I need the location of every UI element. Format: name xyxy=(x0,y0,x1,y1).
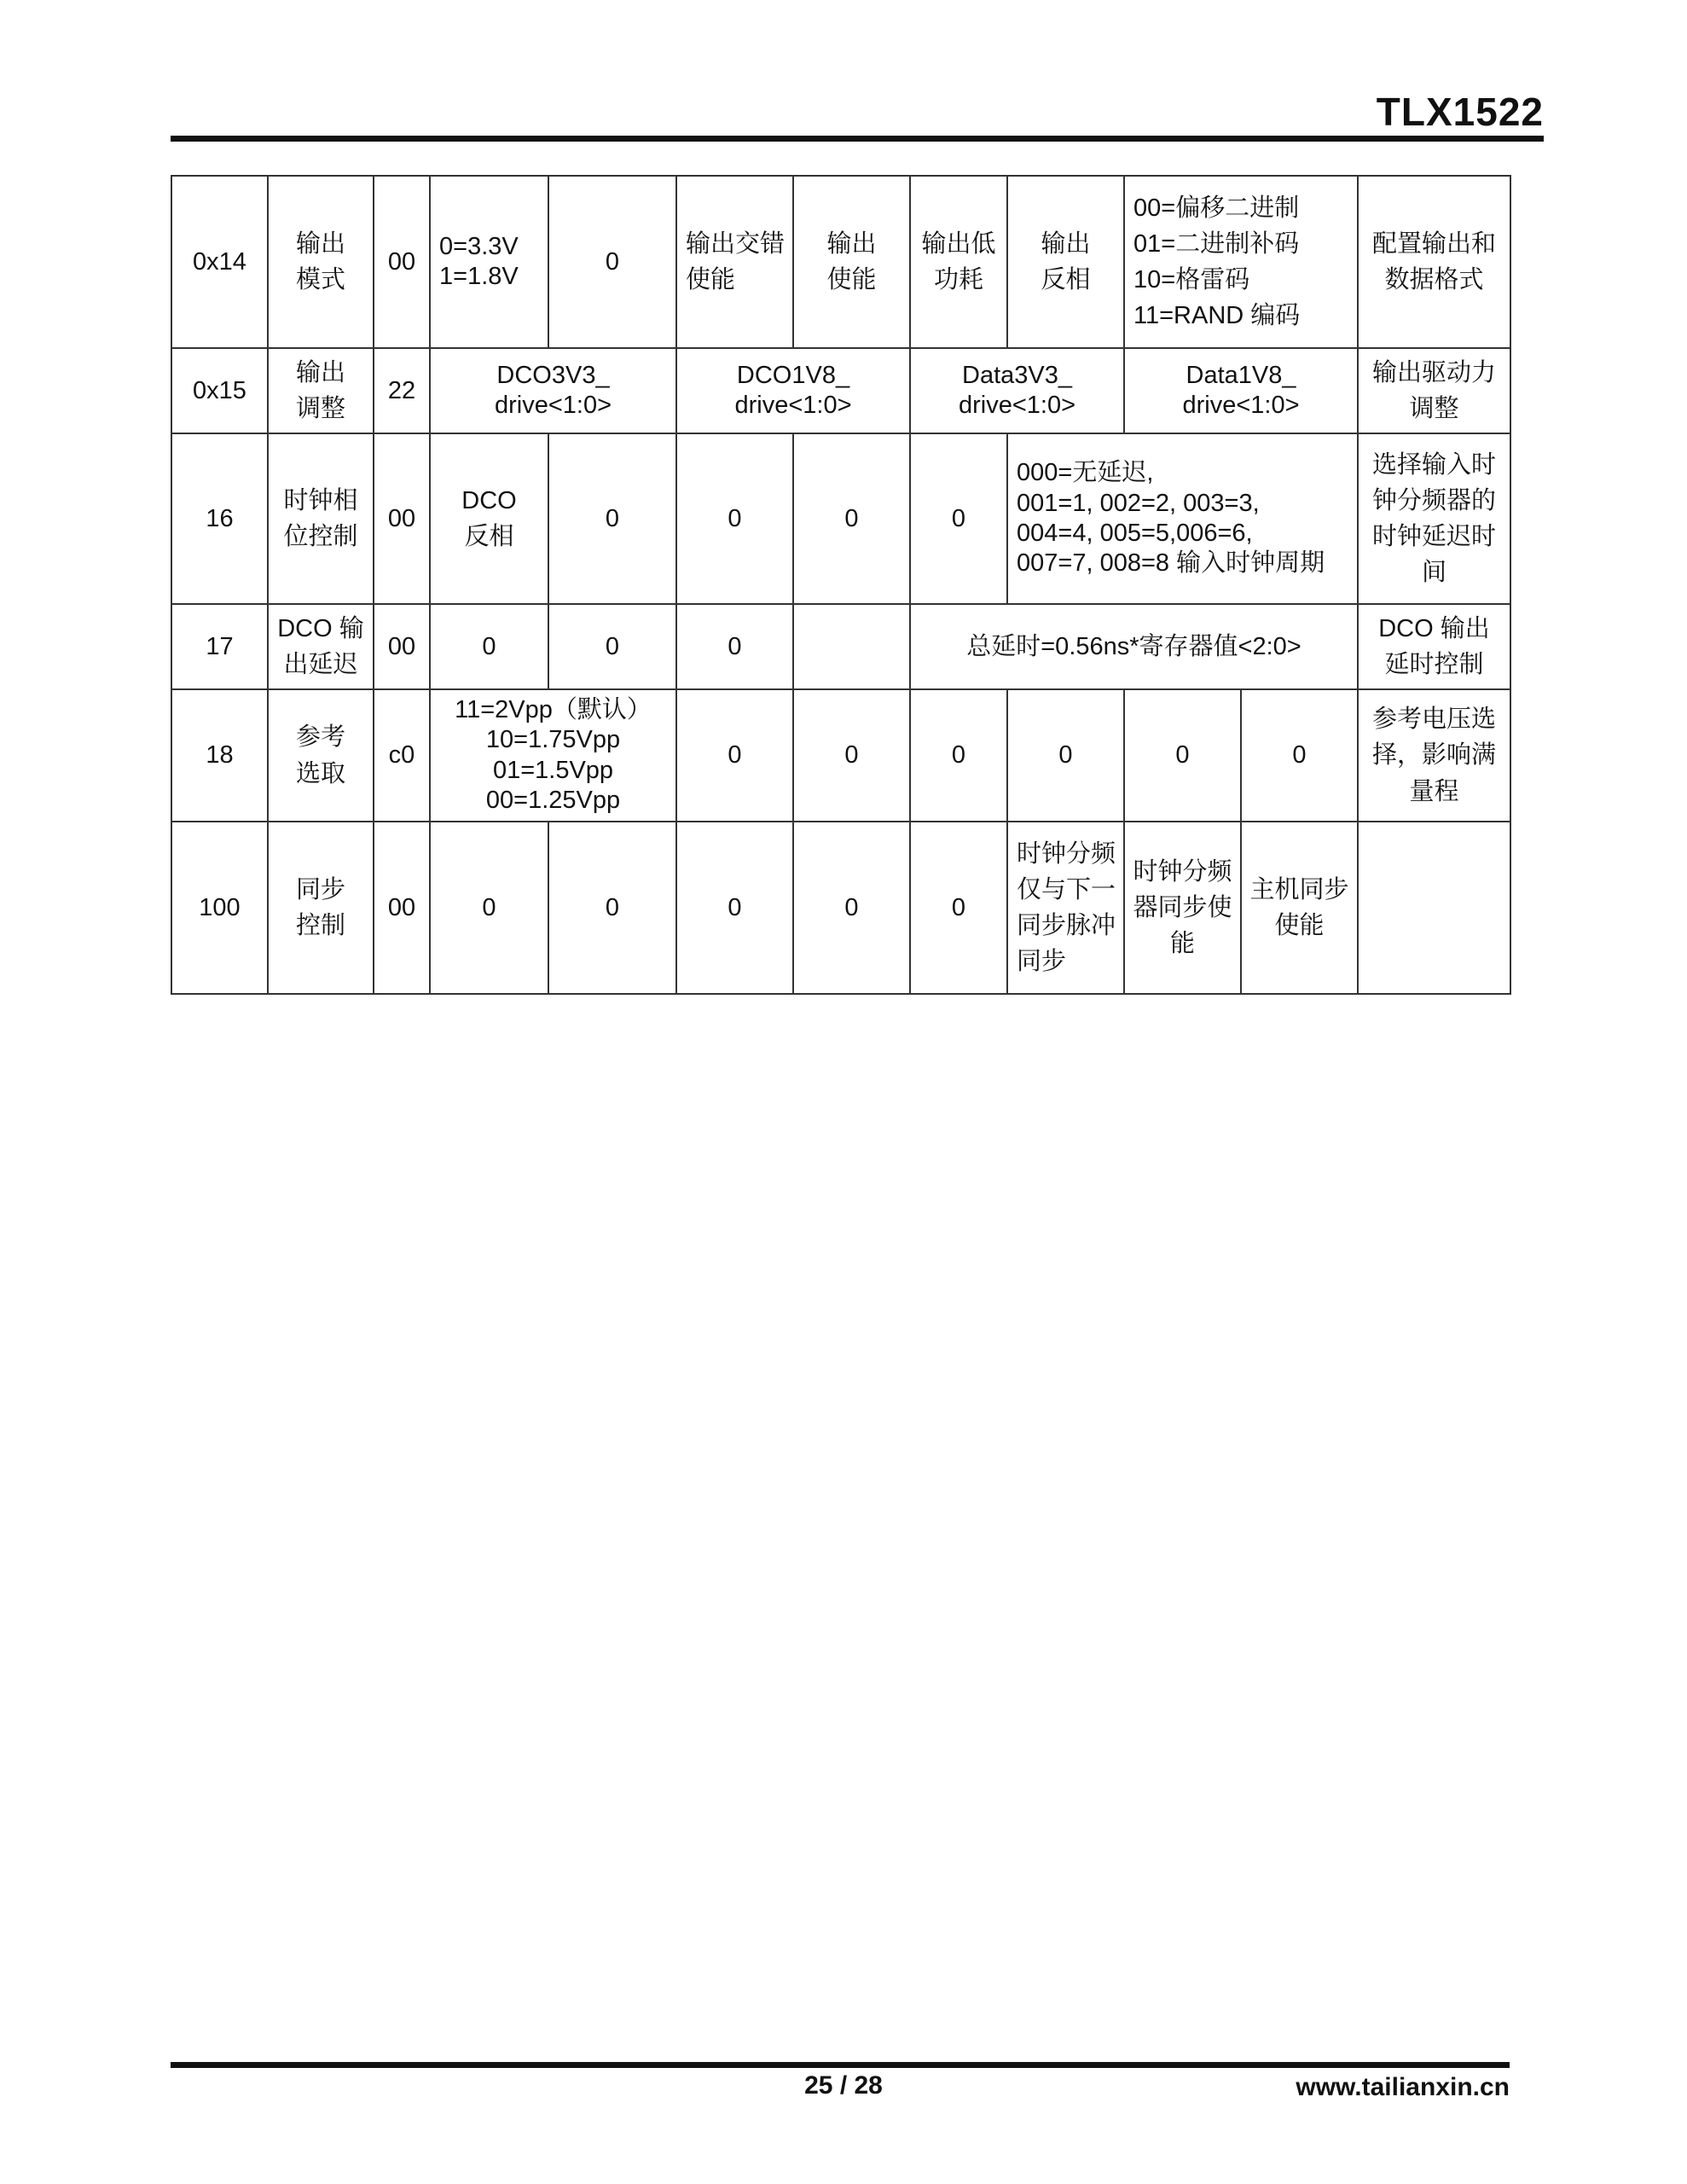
bit-field: 0 xyxy=(548,822,676,994)
bit-field: DCO3V3_ drive<1:0> xyxy=(430,348,676,433)
table-row xyxy=(171,822,1510,994)
register-name: 输出 调整 xyxy=(268,348,374,433)
bit-field: 0 xyxy=(676,433,793,604)
table-row xyxy=(171,689,1510,822)
bit-field: 0 xyxy=(548,433,676,604)
table-row xyxy=(171,176,1510,348)
default-value: 00 xyxy=(374,176,430,348)
document-title: TLX1522 xyxy=(1376,90,1544,134)
register-description: 输出驱动力 调整 xyxy=(1358,348,1510,433)
register-description: 选择输入时 钟分频器的 时钟延迟时 间 xyxy=(1358,433,1510,604)
bit-field: DCO1V8_ drive<1:0> xyxy=(676,348,910,433)
table-row xyxy=(171,348,1510,433)
bit-field xyxy=(793,604,910,689)
bit-field: 0 xyxy=(430,604,548,689)
default-value: 00 xyxy=(374,822,430,994)
bit-field: 输出 反相 xyxy=(1007,176,1124,348)
bit-field: 0 xyxy=(910,822,1007,994)
register-address: 16 xyxy=(171,433,268,604)
default-value: 00 xyxy=(374,604,430,689)
bit-field: 时钟分频 仅与下一 同步脉冲 同步 xyxy=(1007,822,1124,994)
bit-field: 0 xyxy=(676,822,793,994)
register-name: 时钟相 位控制 xyxy=(268,433,374,604)
register-description xyxy=(1358,822,1510,994)
bit-field: 000=无延迟, 001=1, 002=2, 003=3, 004=4, 005=5,006=6, 007=7, 008=8 输入时钟周期 xyxy=(1007,433,1358,604)
register-address: 18 xyxy=(171,689,268,822)
register-name: 输出 模式 xyxy=(268,176,374,348)
header-rule xyxy=(171,136,1544,142)
bit-field: 0 xyxy=(676,689,793,822)
register-table xyxy=(171,175,1511,995)
page-number: 25 / 28 xyxy=(804,2071,883,2100)
bit-field: 输出低 功耗 xyxy=(910,176,1007,348)
register-address: 100 xyxy=(171,822,268,994)
bit-field: 0 xyxy=(676,604,793,689)
bit-field: Data3V3_ drive<1:0> xyxy=(910,348,1124,433)
bit-field: 00=偏移二进制 01=二进制补码 10=格雷码 11=RAND 编码 xyxy=(1124,176,1358,348)
default-value: 00 xyxy=(374,433,430,604)
bit-field: 0 xyxy=(793,433,910,604)
bit-field: 输出 使能 xyxy=(793,176,910,348)
default-value: 22 xyxy=(374,348,430,433)
register-description: 配置输出和 数据格式 xyxy=(1358,176,1510,348)
bit-field: 主机同步 使能 xyxy=(1241,822,1358,994)
bit-field: 0 xyxy=(910,689,1007,822)
bit-field: 0 xyxy=(430,822,548,994)
bit-field: 时钟分频 器同步使 能 xyxy=(1124,822,1241,994)
register-address: 0x15 xyxy=(171,348,268,433)
bit-field: 0 xyxy=(793,822,910,994)
bit-field: 11=2Vpp（默认） 10=1.75Vpp 01=1.5Vpp 00=1.25Vpp xyxy=(430,689,676,822)
bit-field: DCO 反相 xyxy=(430,433,548,604)
register-description: 参考电压选 择，影响满 量程 xyxy=(1358,689,1510,822)
bit-field: 0 xyxy=(548,176,676,348)
bit-field: 输出交错 使能 xyxy=(676,176,793,348)
default-value: c0 xyxy=(374,689,430,822)
bit-field: 0 xyxy=(548,604,676,689)
bit-field: 0 xyxy=(910,433,1007,604)
table-row xyxy=(171,433,1510,604)
register-description: DCO 输出 延时控制 xyxy=(1358,604,1510,689)
register-name: DCO 输 出延迟 xyxy=(268,604,374,689)
bit-field: 0 xyxy=(1007,689,1124,822)
bit-field: Data1V8_ drive<1:0> xyxy=(1124,348,1358,433)
bit-field: 0 xyxy=(1241,689,1358,822)
website-link[interactable]: www.tailianxin.cn xyxy=(1296,2073,1510,2101)
register-name: 参考 选取 xyxy=(268,689,374,822)
register-name: 同步 控制 xyxy=(268,822,374,994)
bit-field: 总延时=0.56ns*寄存器值<2:0> xyxy=(910,604,1358,689)
bit-field: 0=3.3V 1=1.8V xyxy=(430,176,548,348)
bit-field: 0 xyxy=(1124,689,1241,822)
register-address: 17 xyxy=(171,604,268,689)
table-row xyxy=(171,604,1510,689)
footer-rule xyxy=(171,2062,1510,2068)
register-address: 0x14 xyxy=(171,176,268,348)
bit-field: 0 xyxy=(793,689,910,822)
